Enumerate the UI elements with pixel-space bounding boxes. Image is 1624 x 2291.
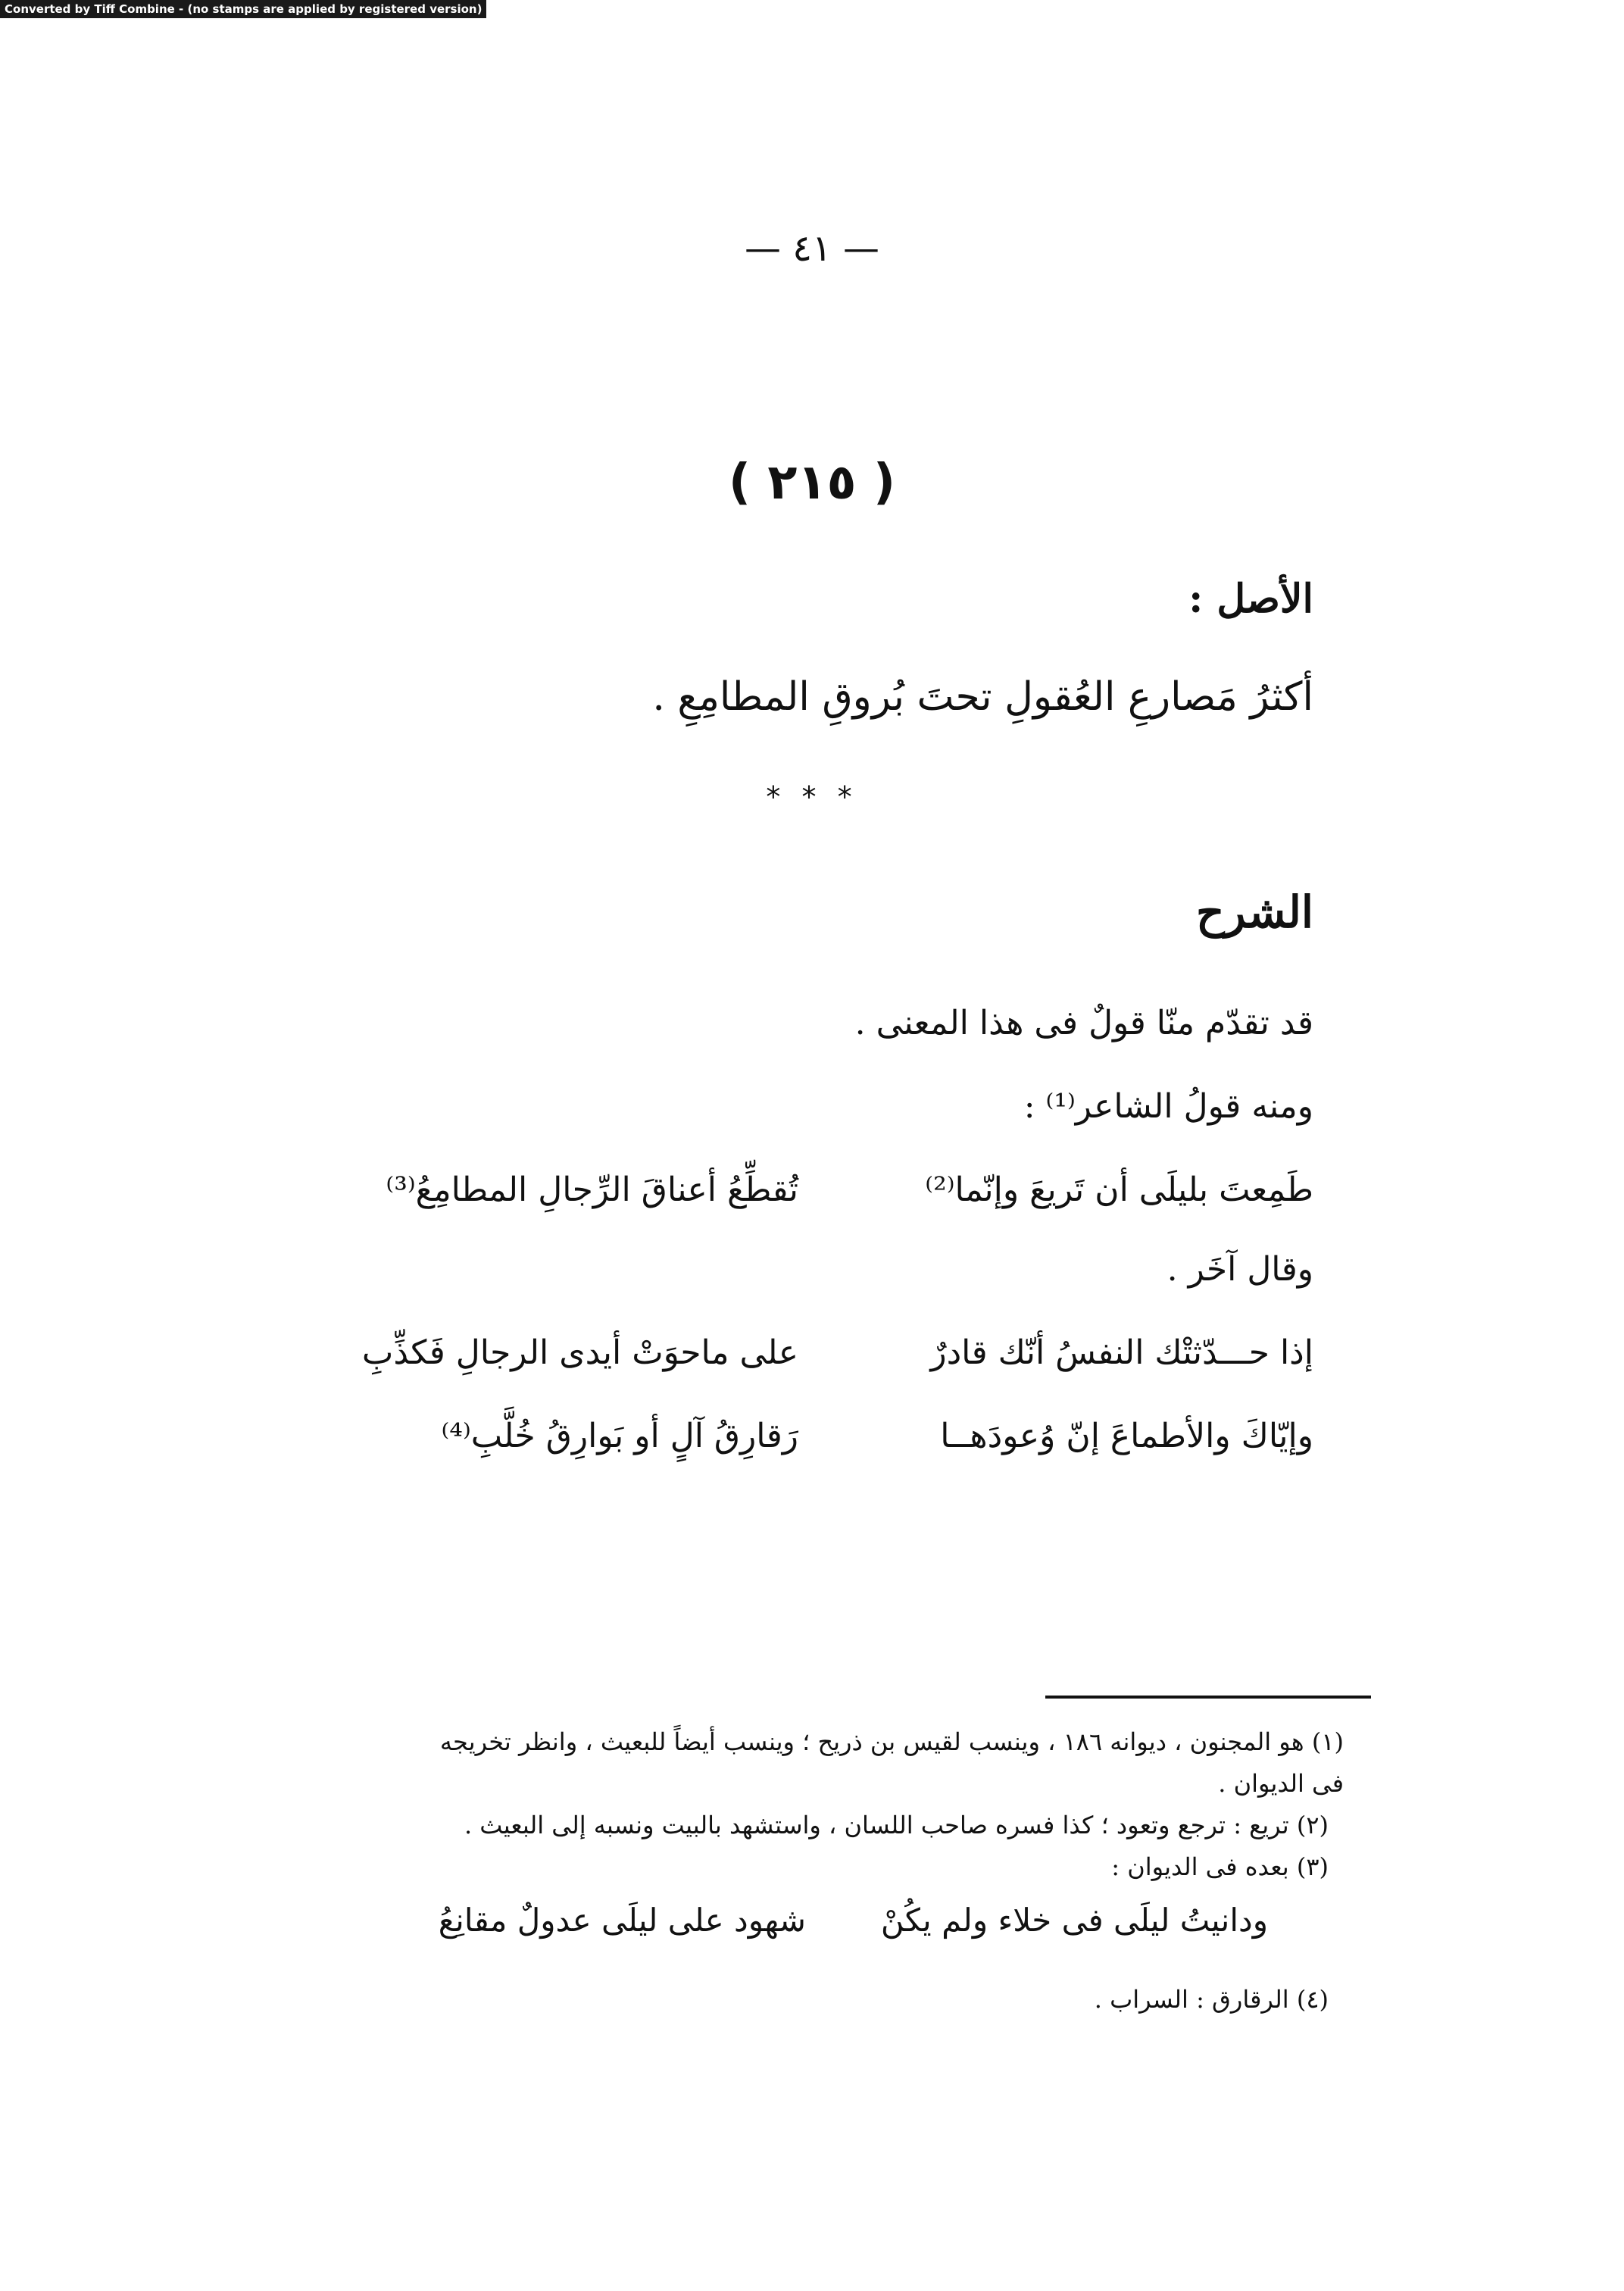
verse-hemistich: وإيّاكَ والأطماعَ إنّ وُعودَهــا <box>940 1417 1313 1455</box>
proverb-text: أكثرُ مَصارعِ العُقولِ تحتَ بُروقِ المطامِعِ . <box>652 674 1313 720</box>
footnote-1: (١) هو المجنون ، ديوانه ١٨٦ ، وينسب لقيس بن ذريح ؛ وينسب أيضاً للبعيث ، وانظر تخريجه <box>439 1727 1344 1756</box>
verse-hemistich: إذا حـــدّثتْك النفسُ أنّك قادرٌ <box>930 1333 1313 1372</box>
section-separator: * * * <box>766 780 858 814</box>
verse-hemistich: طَمِعتَ بليلَى أن تَريعَ وإنّما⁽²⁾ <box>925 1171 1313 1209</box>
asl-heading: الأصل : <box>1188 576 1313 622</box>
entry-number: ( ٢١٥ ) <box>728 455 896 511</box>
verse-hemistich: تُقطِّعُ أعناقَ الرِّجالِ المطامِعُ⁽³⁾ <box>386 1171 798 1209</box>
footnote-4: (٤) الرقارق : السراب . <box>1094 1985 1329 2014</box>
commentary-line: قد تقدّم منّا قولٌ فى هذا المعنى . <box>854 1004 1313 1042</box>
commentary-line: وقال آخَر . <box>1166 1250 1313 1289</box>
footnote-2: (٢) تريع : ترجع وتعود ؛ كذا فسره صاحب اللسان ، واستشهد بالبيت ونسبه إلى البعيث . <box>464 1811 1329 1839</box>
commentary-line: ومنه قولُ الشاعر⁽¹⁾ : <box>1023 1087 1313 1126</box>
footnote-3: (٣) بعده فى الديوان : <box>1111 1852 1329 1881</box>
footnote-verse-hemistich: ودانيتُ ليلَى فى خلاء ولم يكُنْ <box>880 1902 1268 1939</box>
sharh-heading: الشرح <box>1196 886 1313 938</box>
verse-hemistich: رَقارِقُ آلٍ أو بَوارِقُ خُلَّبِ⁽⁴⁾ <box>441 1417 798 1455</box>
verse-hemistich: على ماحوَتْ أيدى الرجالِ فَكذِّبِ <box>361 1333 798 1372</box>
footnote-divider <box>1045 1696 1371 1699</box>
footnote-verse-hemistich: شهود على ليلَى عدولٌ مقانِعُ <box>438 1902 806 1939</box>
page-number: — ٤١ — <box>744 227 880 270</box>
converter-banner: Converted by Tiff Combine - (no stamps are applied by registered version) <box>0 0 486 18</box>
footnote-1-continued: فى الديوان . <box>1218 1769 1344 1798</box>
